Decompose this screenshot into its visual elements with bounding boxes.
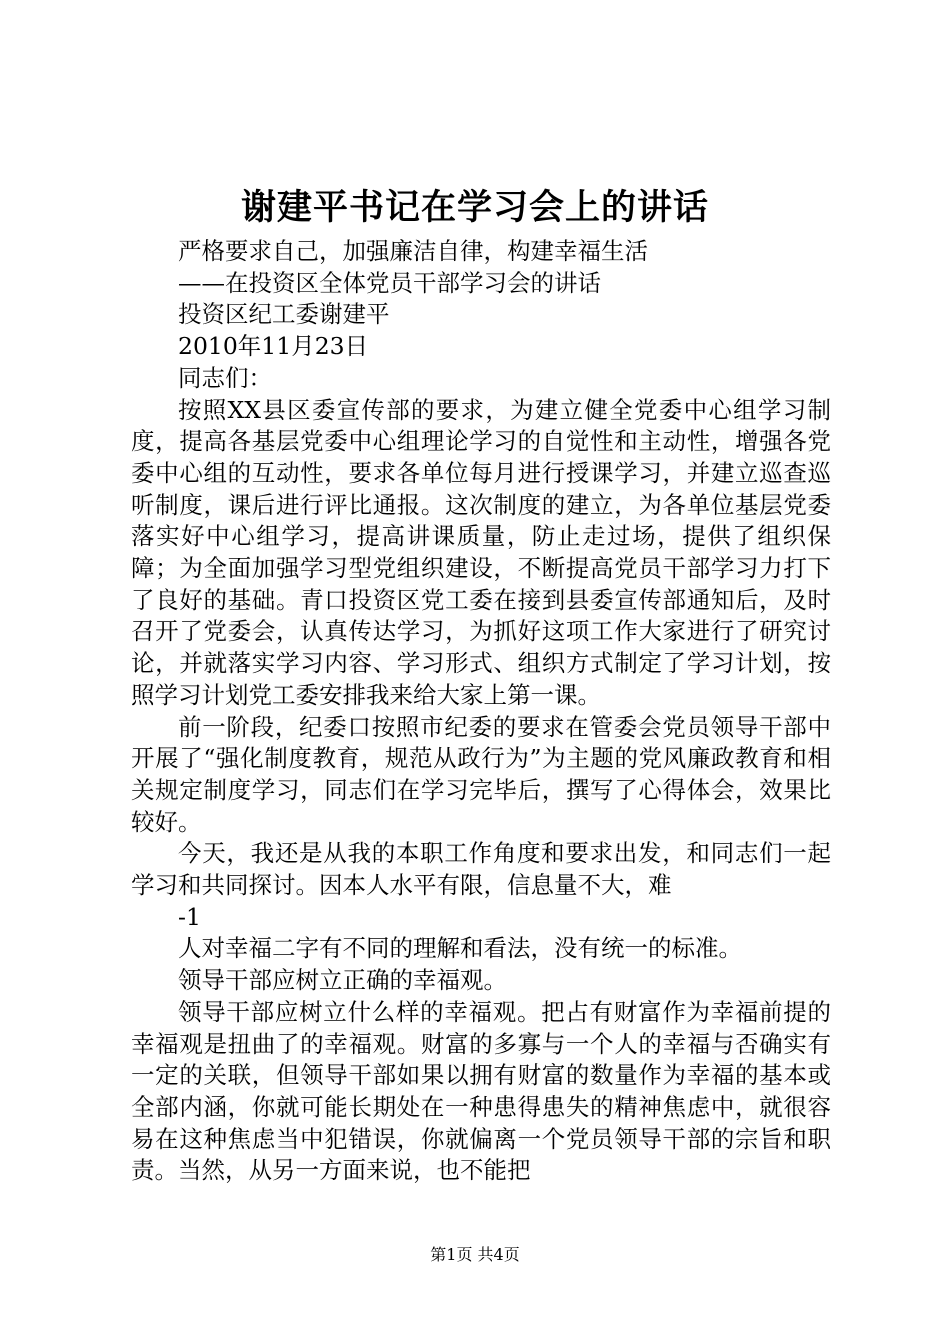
page-title: 谢建平书记在学习会上的讲话 [240, 187, 709, 228]
paragraph-3: 今天，我还是从我的本职工作角度和要求出发，和同志们一起学习和共同探讨。因本人水平有限，信息量不大，难 [131, 839, 831, 900]
salutation: 同志们： [178, 363, 272, 392]
sub-subtitle: ——在投资区全体党员干部学习会的讲话 [178, 268, 601, 297]
author-line: 投资区纪工委谢建平 [178, 300, 390, 329]
date-line: 2010年11月23日 [178, 332, 369, 361]
page-marker: -1 [178, 902, 201, 931]
page-footer: 第1页 共4页 [430, 1245, 520, 1264]
subtitle: 严格要求自己，加强廉洁自律，构建幸福生活 [178, 237, 648, 265]
section-heading: 领导干部应树立正确的幸福观。 [178, 966, 507, 995]
paragraph-4: 领导干部应树立什么样的幸福观。把占有财富作为幸福前提的幸福观是扭曲了的幸福观。财富的多寡与一个人的幸福与否确实有一定的关联，但领导干部如果以拥有财富的数量作为幸福的基本或全部内涵，你就可能长期处在一种患得患失的精神焦虑中，就很容易在这种焦虑当中犯错误，你就偏离一个党员领导干部的宗旨和职责。当然，从另一方面来说，也不能把 [131, 997, 831, 1185]
line-after-marker: 人对幸福二字有不同的理解和看法，没有统一的标准。 [178, 934, 742, 963]
paragraph-1: 按照XX县区委宣传部的要求，为建立健全党委中心组学习制度，提高各基层党委中心组理论学习的自觉性和主动性，增强各党委中心组的互动性，要求各单位每月进行授课学习，并建立巡查巡听制度，课后进行评比通报。这次制度的建立，为各单位基层党委落实好中心组学习，提高讲课质量，防止走过场，提供了组织保障；为全面加强学习型党组织建设，不断提高党员干部学习力打下了良好的基础。青口投资区党工委在接到县委宣传部通知后，及时召开了党委会，认真传达学习，为抓好这项工作大家进行了研究讨论，并就落实学习内容、学习形式、组织方式制定了学习计划，按照学习计划党工委安排我来给大家上第一课。 [131, 395, 831, 709]
document-body [131, 236, 831, 1187]
paragraph-2: 前一阶段，纪委口按照市纪委的要求在管委会党员领导干部中开展了“强化制度教育，规范从政行为”为主题的党风廉政教育和相关规定制度学习，同志们在学习完毕后，撰写了心得体会，效果比较好。 [131, 712, 831, 836]
